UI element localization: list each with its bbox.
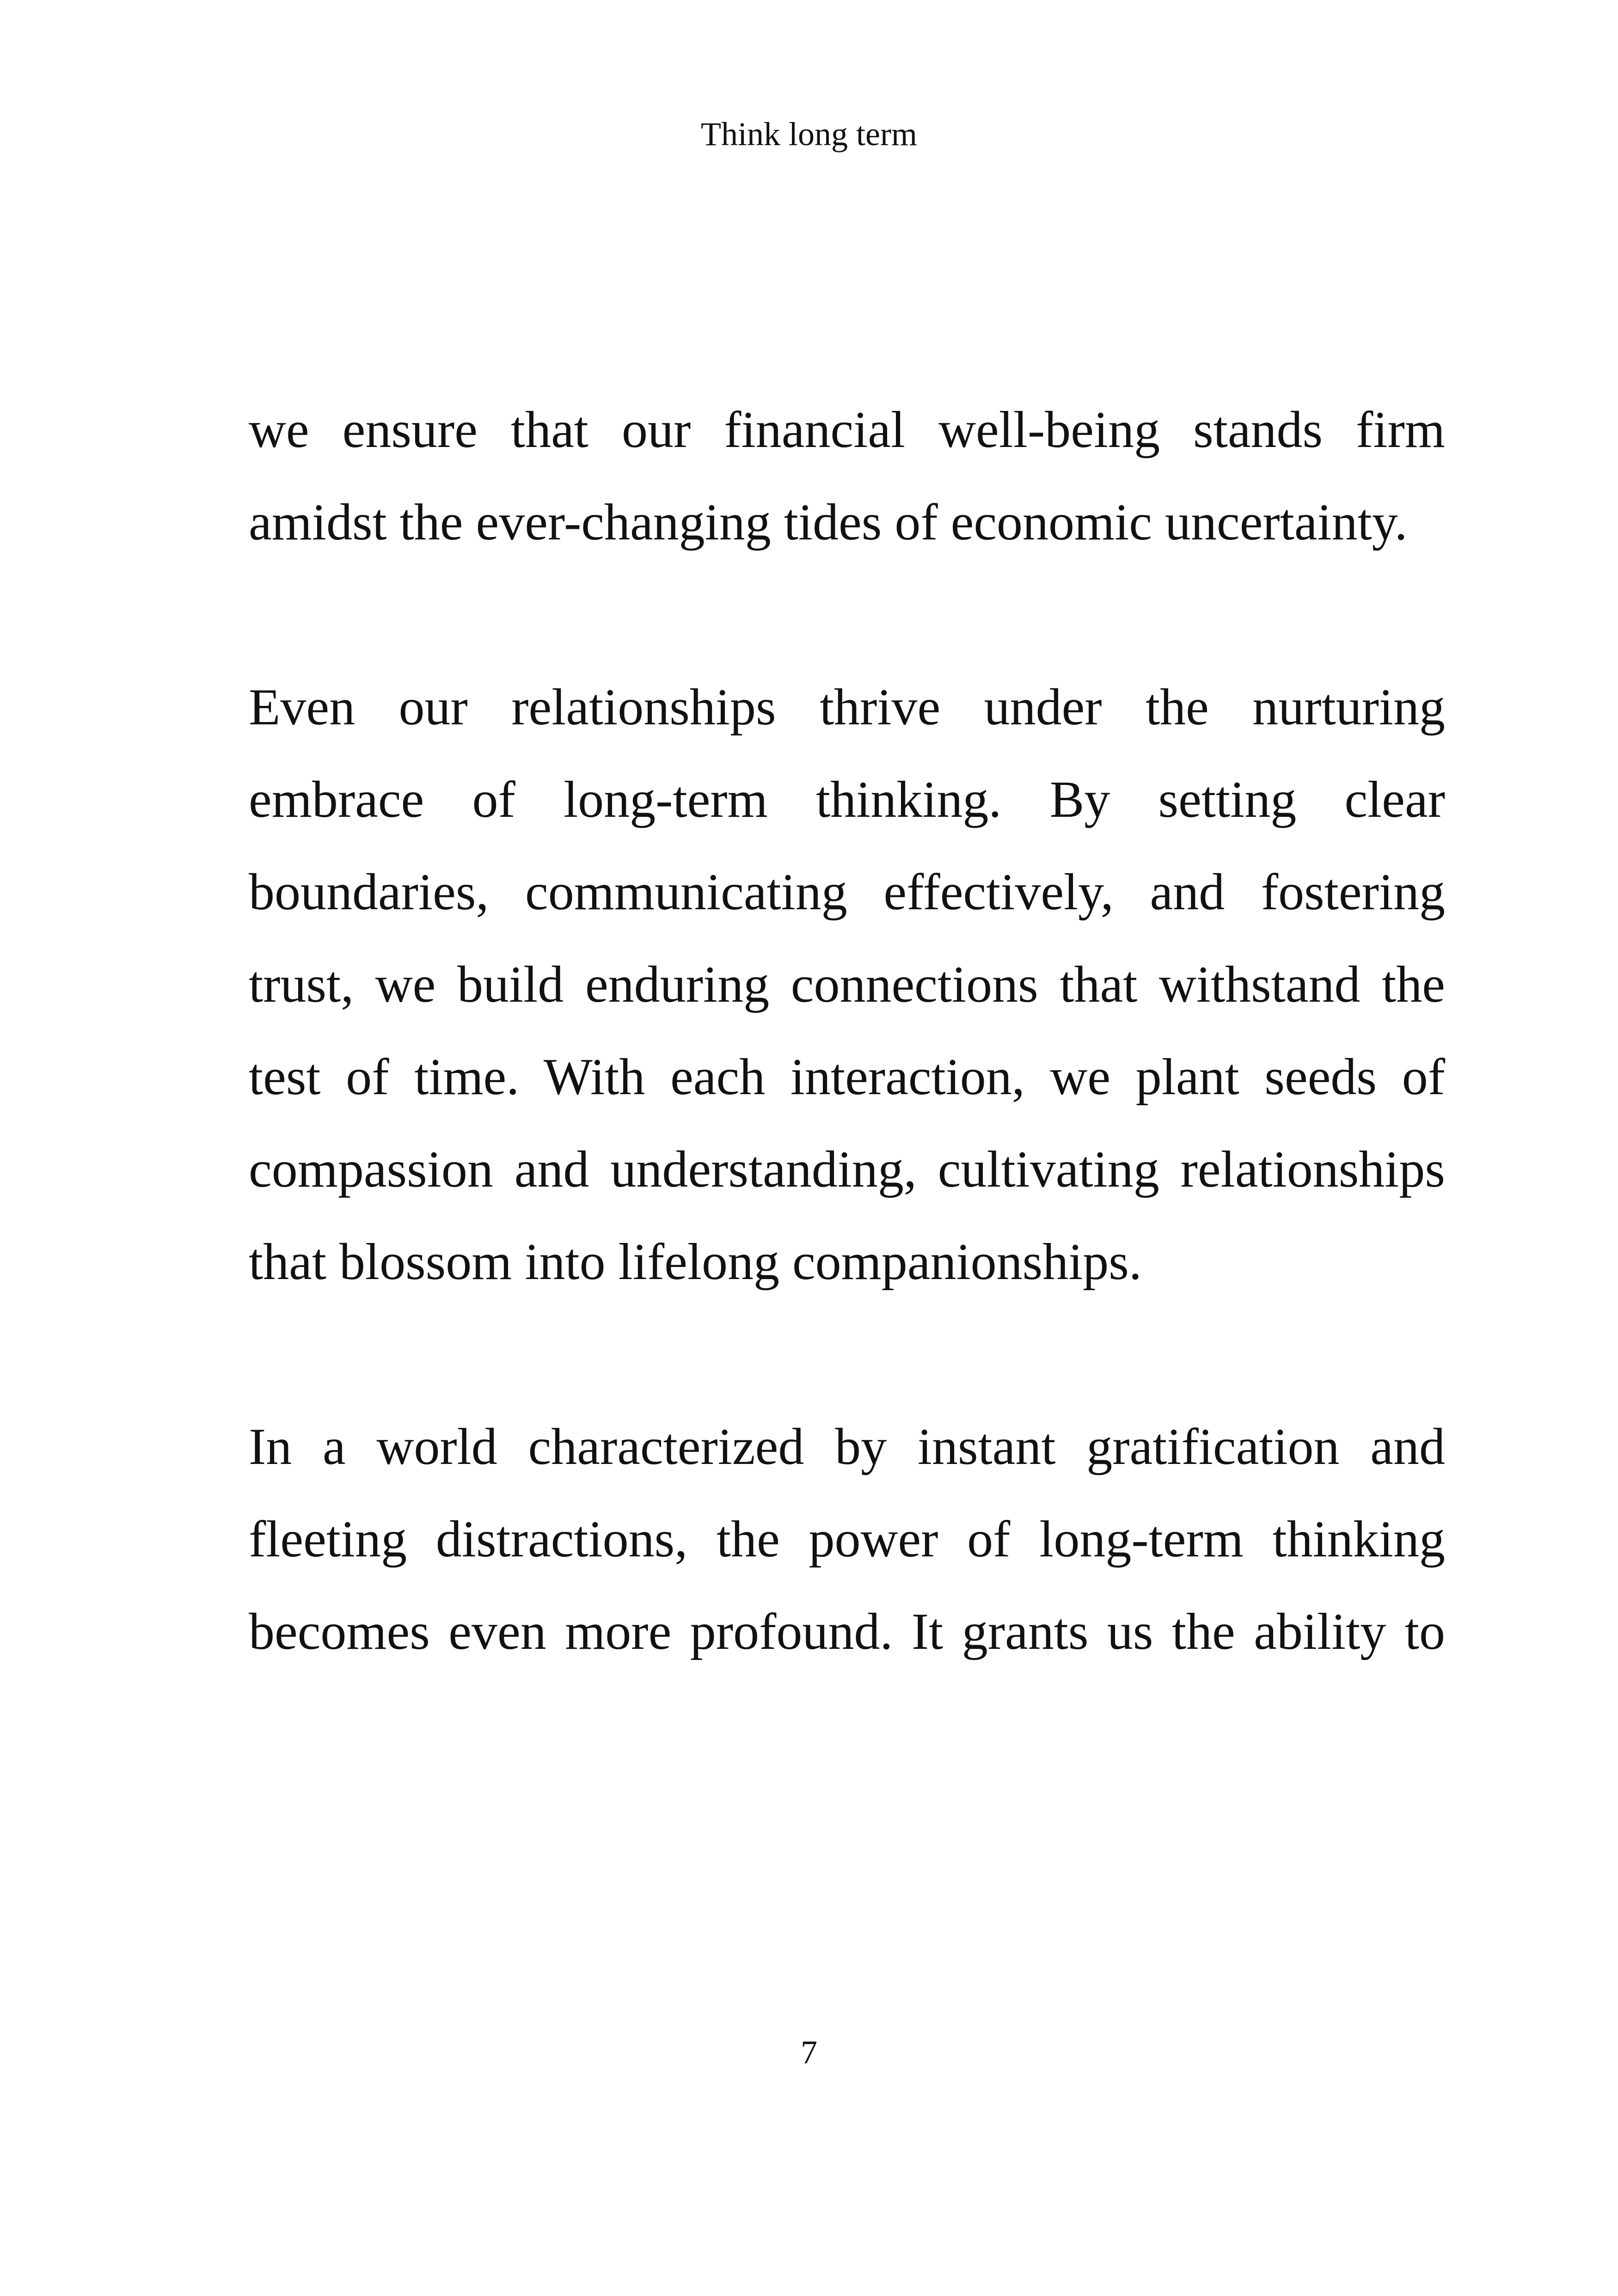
page-number: 7 [801,2034,817,2071]
running-header: Think long term [701,116,917,153]
body-text [249,384,1445,1678]
paragraph-instant-gratification: In a world characterized by instant gratification and fleeting distractions, the power of long-term thinking becomes even more profound. It grants us the ability to [249,1418,1445,1660]
paragraph-relationships: Even our relationships thrive under the nurturing embrace of long-term thinking. By setting clear boundaries, communicating effectively, and fostering trust, we build enduring connections that withstand the test of time. With each interaction, we plant seeds of compassion and understanding, cultivating relationships that blossom into lifelong companionships. [249,679,1445,1291]
paragraph-financial-continuation: we ensure that our financial well-being stands firm amidst the ever-changing tides of economic uncertainty. [249,401,1445,551]
